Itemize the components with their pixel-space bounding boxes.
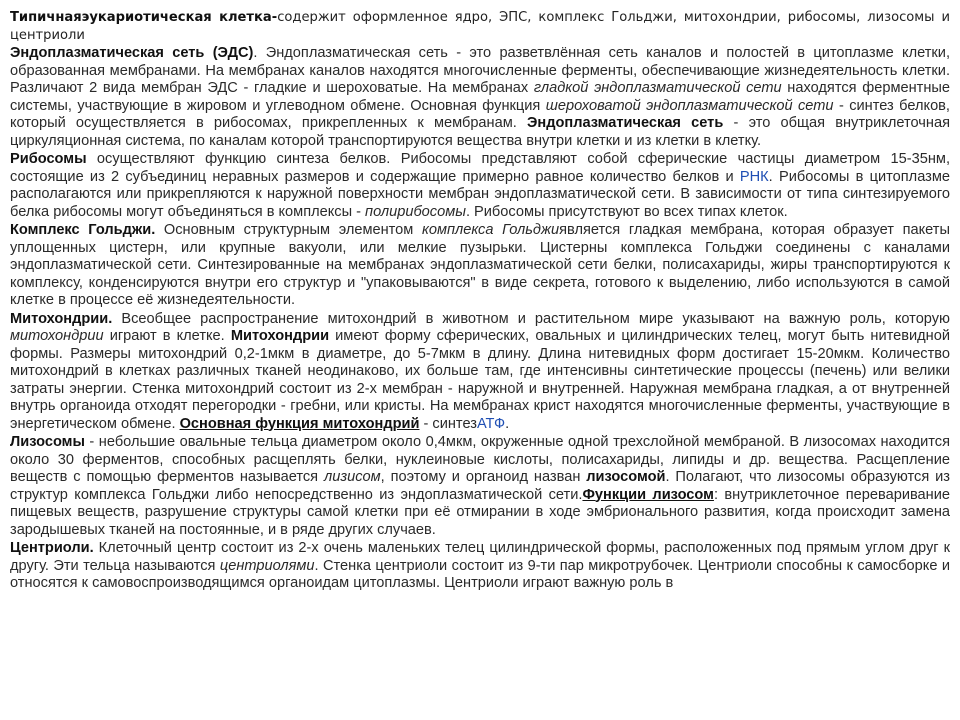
eds-text: . Эндоплазматическая сеть - это разветвлённая сеть каналов и полостей в цитоплазме клетки, образованная мембранами. На мембранах каналов находятся многочисленные ферменты, обеспечивающие жизнедеятельность клетки. Различают 2 вида мембран ЭДС - гладкие и шероховатые. На мембранах xyxy=(10,45,950,96)
eds-text: находятся ферментные системы, участвующие в жировом и углеводном обмене. Основная функция xyxy=(10,80,950,114)
centrioles-heading: Центриоли. xyxy=(10,540,94,556)
golgi-text: является гладкая мембрана, которая образует пакеты уплощенных цистерн, или крупные вакуоли, или мелкие пузырьки. Цистерны комплекса Гольджи соединены с каналами эндоплазматической сети. Синтезированные на мембранах эндоплазматической сети белки, полисахариды, жиры транспортируются к комплексу, конденсируются внутри его структур и "упаковываются" в виде секрета, готового к выделению, либо используются в самой клетке в процессе её жизнедеятельности. xyxy=(10,222,950,308)
ribosomes-text: . Рибосомы в цитоплазме располагаются или прикрепляются к наружной поверхности мембран эндоплазматической сети. В зависимости от типа синтезируемого белка рибосомы могут объединяться в комплексы - xyxy=(10,168,950,220)
mitochondria-paragraph xyxy=(10,311,950,434)
intro-term: Типичнаяэукариотическая клетка- xyxy=(10,10,278,25)
eds-term-smooth: гладкой эндоплазматической сети xyxy=(533,80,782,96)
mitochondria-text: - синтез xyxy=(419,415,477,432)
golgi-term: комплекса Гольджи xyxy=(421,222,560,238)
lysosomes-text: : внутриклеточное переваривание пищевых веществ, разрушение структуры самой клетки при её отмирании в ходе эмбрионального развития, когда происходит замена зародышевых тканей на постоянные, и в ряде других случаев. xyxy=(10,486,951,538)
eds-paragraph xyxy=(10,45,950,150)
eds-heading: Эндоплазматическая сеть (ЭДС) xyxy=(10,45,254,61)
lysosomes-text: , поэтому и органоид назван xyxy=(380,469,587,485)
ribosomes-text: . Рибосомы присутствуют во всех типах клеток. xyxy=(465,203,788,220)
document-page xyxy=(10,9,950,594)
polyribosomes-term: полирибосомы xyxy=(365,203,466,220)
lysosomes-text: - небольшие овальные тельца диаметром около 0,4мкм, окруженные одной трехслойной мембраной. В лизосомах находится около 30 ферментов, способных расщеплять белки, нуклеиновые кислоты, полисахариды, липиды и др. вещества. Расщепление веществ с помощью ферментов называется xyxy=(10,434,950,485)
golgi-paragraph xyxy=(10,222,950,310)
intro-paragraph xyxy=(10,9,950,44)
mitochondria-text: Всеобщее распространение митохондрий в животном и растительном мире указывают на важную роль, которую xyxy=(112,310,950,327)
centrioles-text: Клеточный центр состоит из 2-х очень маленьких телец цилиндрической формы, расположенных под прямым углом друг к другу. Эти тельца называются xyxy=(10,540,950,574)
centrioles-term: центриолями xyxy=(219,557,315,574)
mitochondria-function-label: Основная функция митохондрий xyxy=(179,415,420,432)
rna-link[interactable]: РНК xyxy=(739,168,769,185)
lysosomes-heading: Лизосомы xyxy=(10,434,85,450)
mitochondria-heading: Митохондрии. xyxy=(10,310,113,327)
centrioles-text: . Стенка центриоли состоит из 9-ти пар микротрубочек. Центриоли способны к самосборке и относятся к самовоспроизводящимся органоидам цитоплазмы. Центриоли играют важную роль в xyxy=(10,557,950,591)
mitochondria-term-bold: Митохондрии xyxy=(230,328,330,344)
atp-link[interactable]: АТФ xyxy=(476,415,506,432)
eds-text: - это общая внутриклеточная циркуляционная система, по каналам которой транспортируются вещества внутри клетки и из клетки в клетку. xyxy=(10,115,950,149)
eds-term-rough: шероховатой эндоплазматической сети xyxy=(545,97,834,114)
eds-term-bold: Эндоплазматическая сеть xyxy=(527,115,724,131)
lysosome-term: лизосомой xyxy=(586,469,666,485)
lysosomes-paragraph xyxy=(10,434,950,539)
ribosomes-text: осуществляют функцию синтеза белков. Рибосомы представляют собой сферические частицы диаметром 15-35нм, состоящие из 2 субъединиц неравных размеров и содержащие примерно равное количество белков и xyxy=(10,151,950,185)
ribosomes-paragraph xyxy=(10,151,950,221)
centrioles-paragraph xyxy=(10,540,950,593)
intro-text: содержит оформленное ядро, ЭПС, комплекс Гольджи, митохондрии, рибосомы, лизосомы и центриоли xyxy=(10,10,951,43)
mitochondria-text: . xyxy=(505,415,510,432)
ribosomes-heading: Рибосомы xyxy=(10,151,87,167)
golgi-text: Основным структурным элементом xyxy=(155,222,422,238)
eds-text: - синтез белков, который осуществляется в рибосомах, прикрепленных к мембранам. xyxy=(10,97,950,131)
mitochondria-text: имеют форму сферических, овальных и цилиндрических телец, могут быть нитевидной формы. Размеры митохондрий 0,2-1мкм в диаметре, до 5-7мкм в длину. Длина нитевидных форм достигает 15-20мкм. Количество митохондрий в клетках различных тканей неодинаково, их больше там, где интенсивны синтетические процессы (печень) или велики затраты энергии. Стенка митохондрий состоит из 2-х мембран - наружной и внутренней. Наружная мембрана гладкая, а от внутренней внутрь органоида отходят перегородки - гребни, или кристы. На мембранах крист находятся многочисленные ферменты, участвующие в энергетическом обмене. xyxy=(10,328,950,432)
mitochondria-term-italic: митохондрии xyxy=(10,328,104,344)
lysosomes-function-label: Функции лизосом xyxy=(582,486,714,503)
lysosomes-text: . Полагают, что лизосомы образуются из структур комплекса Гольджи либо непосредственно из эндоплазматической сети. xyxy=(10,469,950,503)
lysis-term: лизисом xyxy=(323,469,381,485)
mitochondria-text: играют в клетке. xyxy=(103,328,231,344)
golgi-heading: Комплекс Гольджи. xyxy=(10,222,156,238)
